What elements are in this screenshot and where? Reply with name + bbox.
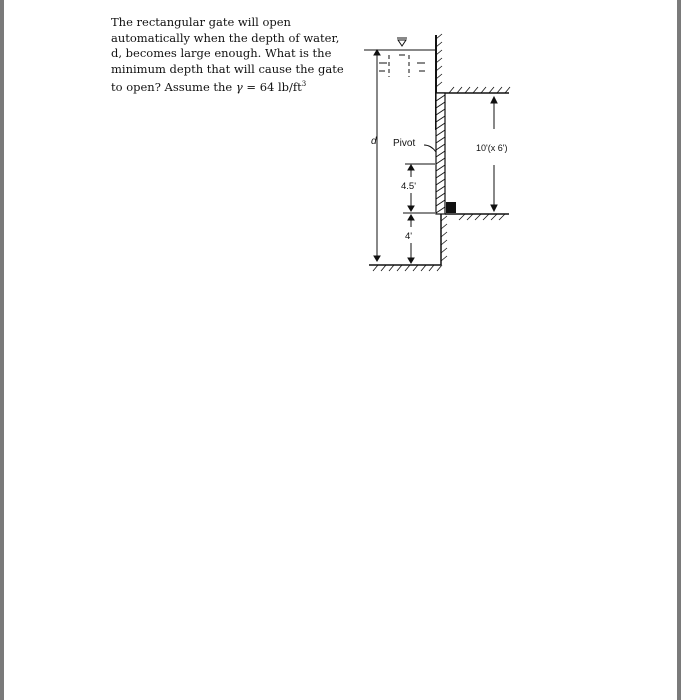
- dashed-guides: [389, 55, 409, 77]
- lower-ground-hatch: [459, 214, 505, 220]
- dimension-label-upper: 4.5': [401, 181, 417, 192]
- problem-line: minimum depth that will cause the gate: [111, 61, 344, 76]
- upper-ground-hatch: [449, 87, 510, 93]
- pivot-label: Pivot: [393, 138, 416, 149]
- lower-wall-hatch: [441, 216, 447, 261]
- problem-text: to open? Assume the: [111, 79, 236, 94]
- unit-weight-value: = 64 lb/ft: [242, 79, 302, 94]
- depth-dimension: [373, 50, 381, 261]
- gate-size-label: 10'(x 6'): [476, 143, 508, 153]
- document-page: [4, 0, 677, 700]
- pivot-leader: [424, 145, 436, 152]
- gate-height-dimension: [491, 97, 497, 211]
- problem-line: The rectangular gate will open: [111, 15, 291, 29]
- problem-line: [111, 77, 351, 95]
- unit-exponent: 3: [301, 80, 307, 88]
- gamma-symbol: γ: [235, 79, 243, 94]
- pivot-dimensions: [403, 164, 435, 263]
- dimension-label-lower: 4': [405, 231, 413, 242]
- gate-diagram: [359, 25, 524, 275]
- problem-line: d, becomes large enough. What is the: [111, 46, 332, 60]
- tank-bottom-hatch: [373, 265, 442, 271]
- problem-statement: [111, 15, 351, 95]
- problem-line: automatically when the depth of water,: [111, 30, 340, 45]
- gate-stop-block: [446, 202, 456, 213]
- depth-label: d: [371, 136, 377, 147]
